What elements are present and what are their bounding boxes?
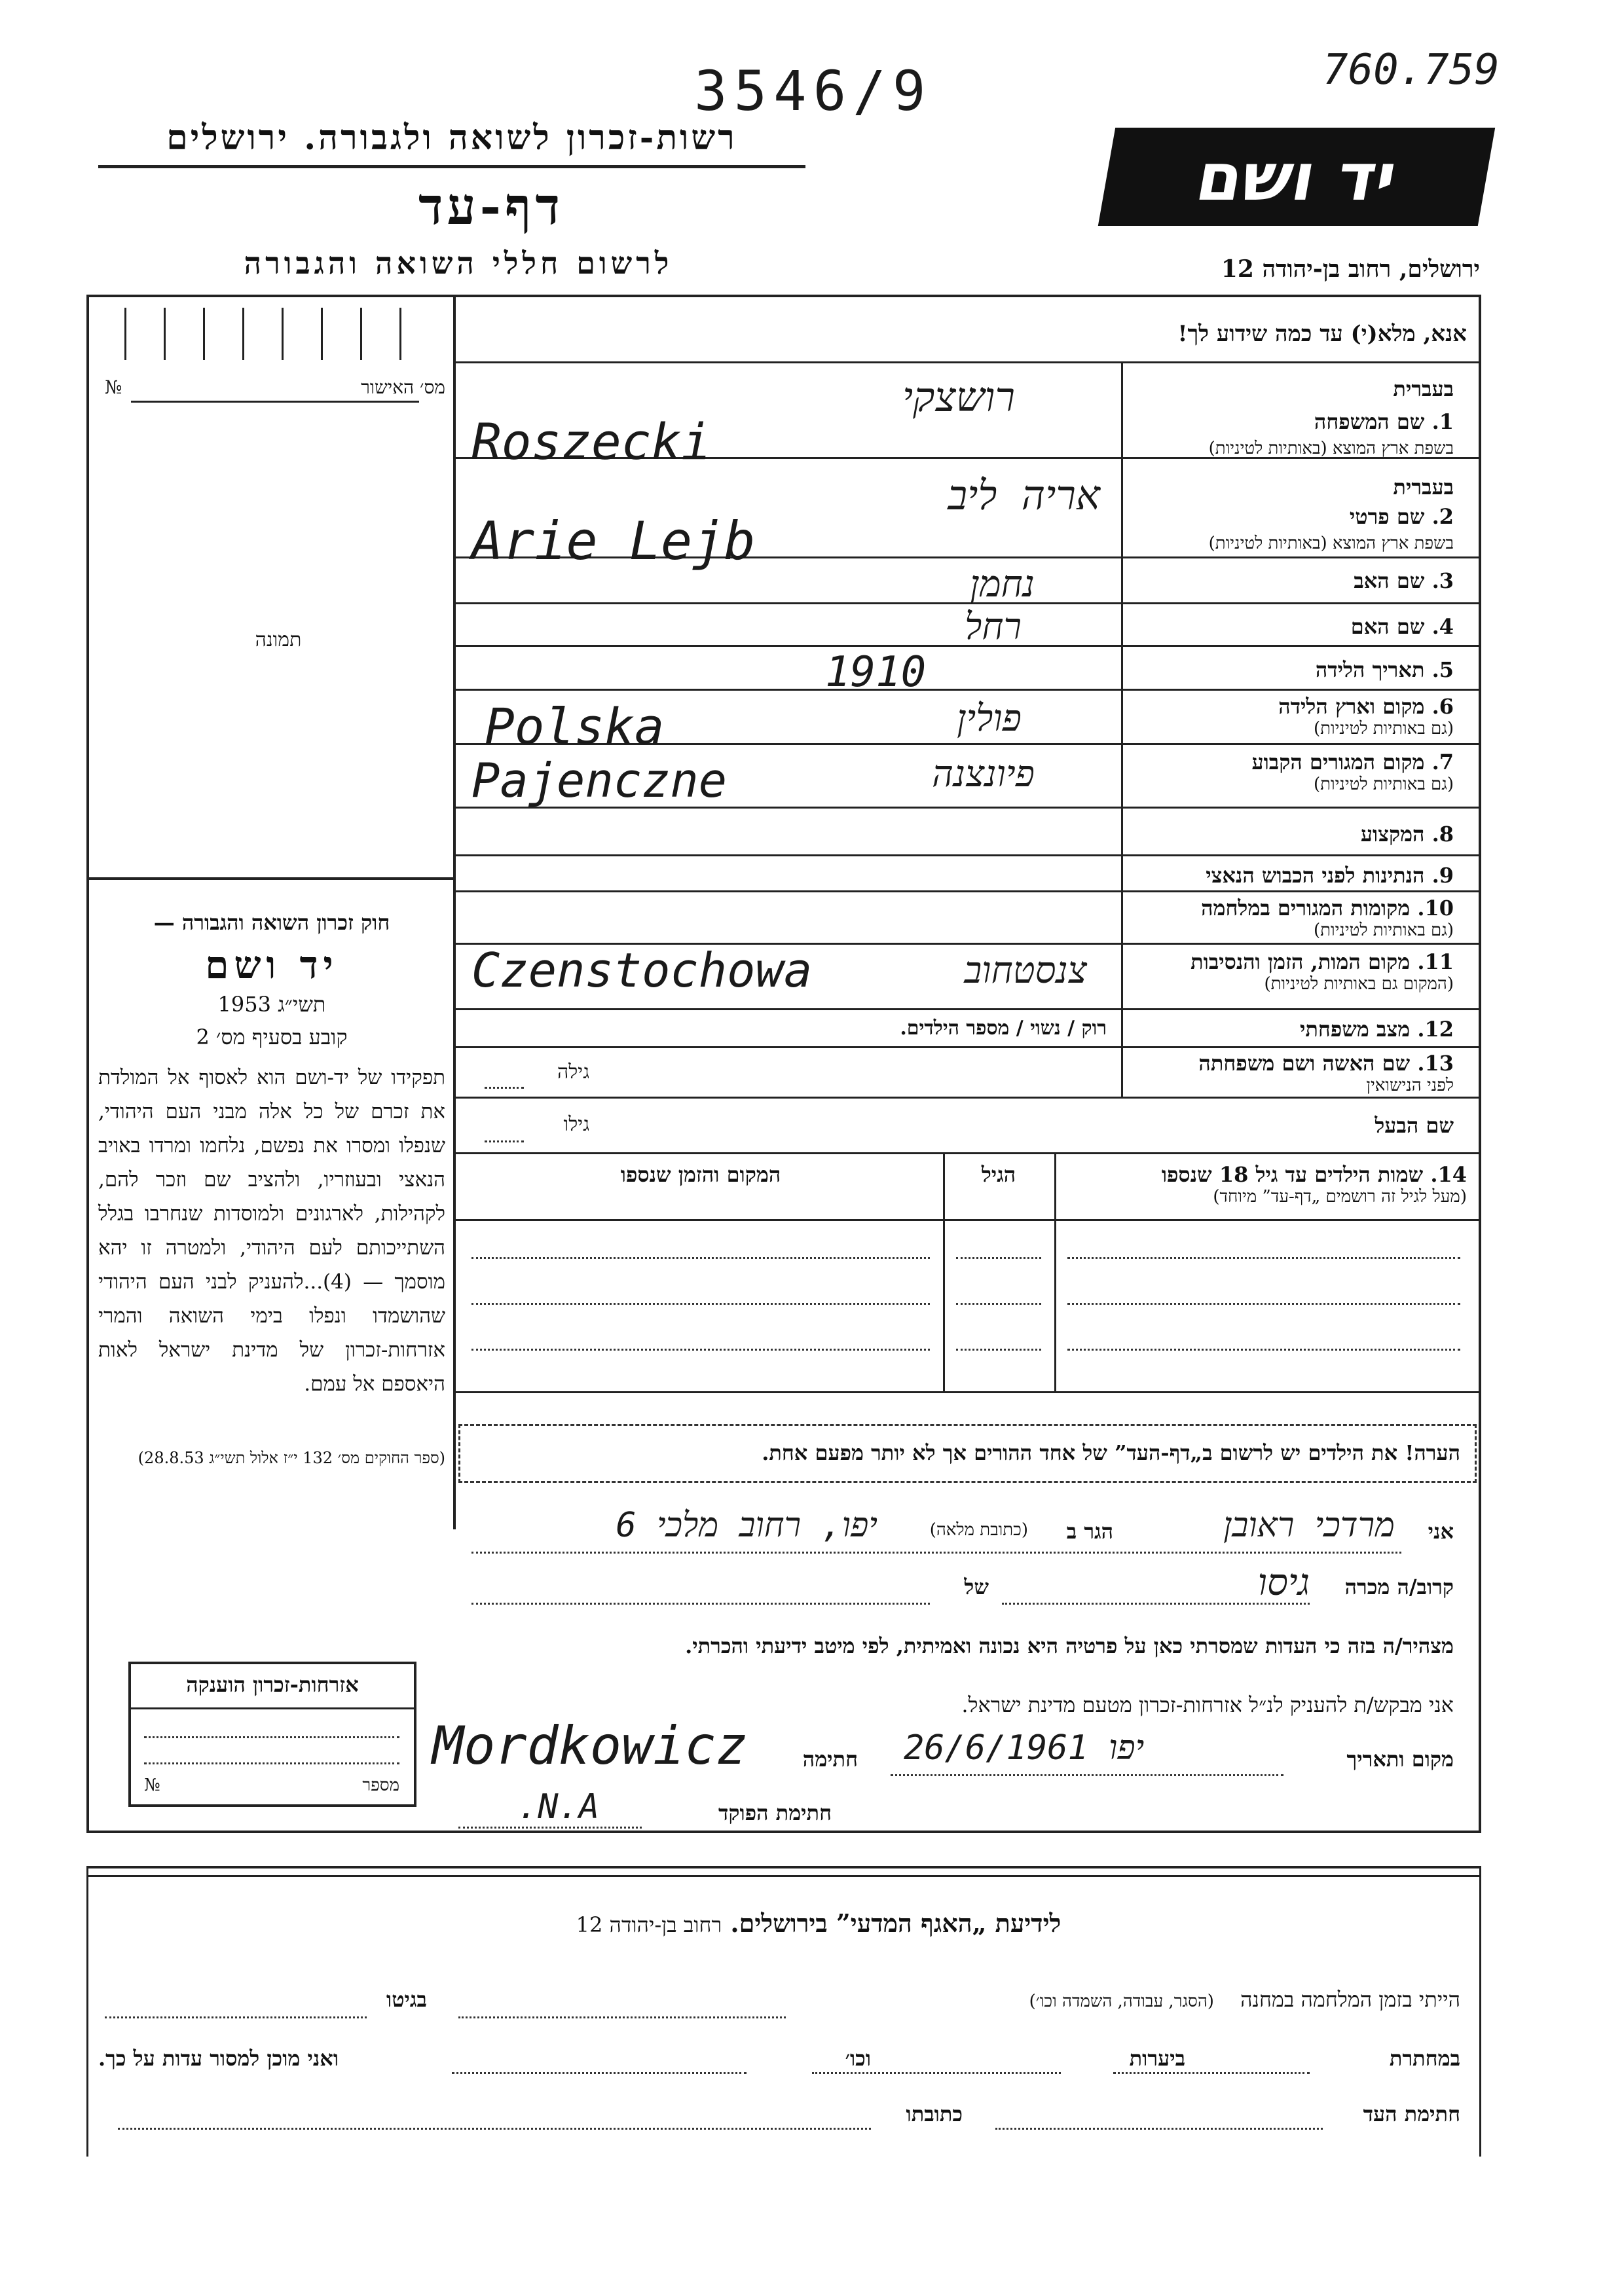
field-7-value-hebrew: פיונצנה: [932, 753, 1035, 795]
logo-text: יד ושם: [1190, 138, 1403, 215]
declarant-address-value: יפו, רחוב מלכי 6: [616, 1506, 877, 1545]
footer-line1-c: בגיטו: [386, 1987, 427, 2012]
field-7-num: 7.: [1431, 750, 1454, 774]
field-10-sub: (גם באותיות לטיניות): [1313, 920, 1454, 940]
field-7-name: מקום המגורים הקבוע: [1251, 750, 1425, 774]
field-6-value-latin: Polska: [485, 697, 665, 756]
footer-line1-a: הייתי בזמן המלחמה במחנה: [1240, 1987, 1460, 2012]
field-2-hebrew-tag: בעברית: [1393, 475, 1454, 500]
citizenship-box: [128, 1662, 416, 1807]
field-6-name: מקום וארץ הלידה: [1278, 694, 1425, 719]
field-5-value: 1910: [825, 648, 927, 697]
law-ref: (ספר החוקים מס׳ 132 י״ז אלול תשי״ג 28.8.53): [138, 1449, 445, 1467]
field-6-num: 6.: [1431, 694, 1454, 719]
footer-line2-b: ביערות: [1129, 2046, 1185, 2071]
field-8-label: [1126, 822, 1454, 847]
law-heading: חוק זכרון השואה והגבורה —: [153, 910, 390, 935]
field-7-sub: (גם באותיות לטיניות): [1313, 774, 1454, 794]
husband-extra: גילו: [563, 1113, 589, 1136]
children-heading-sub: (מעל לגיל זה רושמים „דף-עד” מיוחד): [1213, 1187, 1467, 1207]
field-8-num: 8.: [1431, 822, 1454, 847]
field-3-label: [1126, 568, 1454, 593]
husband-label: [1126, 1113, 1454, 1138]
field-11-value-latin: Czenstochowa: [471, 943, 813, 998]
photo-label: תמונה: [255, 629, 302, 651]
field-11-label: [1126, 949, 1454, 994]
field-3-value: נחמן: [970, 563, 1035, 606]
field-13-name: שם האשה ושם משפחתה: [1198, 1051, 1411, 1076]
field-10-num: 10.: [1417, 896, 1454, 920]
official-sign-label: חתימת הפוקד: [718, 1800, 832, 1825]
footer-line2-a: במחתרת: [1389, 2046, 1460, 2071]
children-place-col: המקום והזמן שנספו: [620, 1162, 781, 1187]
declarant-label: אני: [1428, 1519, 1454, 1544]
footer-heading-text: לידיעת „האגף המדעי” בירושלים.: [730, 1908, 1061, 1938]
note-text: הערה! את הילדים יש לרשום ב„דף-העד” של אחד ההורים אך לא יותר מפעם אחת.: [762, 1440, 1460, 1465]
footer-line3-a: חתימת העד: [1363, 2102, 1460, 2126]
field-11-name: מקום המות, הזמן והנסיבות: [1190, 949, 1411, 974]
field-10-name: מקומות המגורים במלחמה: [1201, 896, 1411, 920]
citizenship-no-label: מספר: [362, 1776, 399, 1795]
law-text: תפקידו של יד-ושם הוא לאסוף אל המולדת את זכרם של כל אלה מבני העם היהודי, שנפלו ומסרו את נפשם, נלחמו ומרדו באויב הנאצי ובעוזריו, ולהציב שם וזכר להם, לקהילות, לארגונים ולמוסדות שנחרבו בגלל השתייכותם לעם היהודי, ולמטרה זו יהא מוסמך — (4)...להעניק לבני העם היהודי שהושמדו ונפלו בימי השואה והמרי אזרחות-זכרון של מדינת ישראל לאות היאספם אל עמם.: [98, 1066, 445, 1396]
declaration-text: מצהיר/ה בזה כי העדות שמסרתי כאן על פרטיה היא נכונה ואמיתית, לפי מיטב ידיעתי והכרתי.: [685, 1633, 1454, 1658]
children-heading: [1061, 1162, 1467, 1207]
law-year: תשי״ג 1953: [217, 992, 326, 1017]
field-12-options: רוק / נשוי / מספר הילדים.: [900, 1017, 1107, 1040]
field-5-label: [1126, 657, 1454, 682]
field-5-name: תאריך הלידה: [1315, 657, 1425, 682]
cert-no-label-text: מס׳ האישור: [361, 376, 445, 398]
stamp-number: 3546/9: [694, 59, 932, 123]
husband-label-text: שם הבעל: [1375, 1113, 1454, 1138]
field-6-sub: (גם באותיות לטיניות): [1313, 719, 1454, 738]
children-heading-text: 14. שמות הילדים עד גיל 18 שנספו: [1161, 1162, 1467, 1187]
signature: Mordkowicz: [432, 1715, 748, 1776]
field-6-label: [1126, 694, 1454, 738]
signature-label: חתימה: [802, 1747, 858, 1772]
field-1-value-hebrew: רושצקי: [902, 373, 1015, 421]
field-8-name: המקצוע: [1360, 822, 1425, 847]
field-2-value-hebrew: אריה ליב: [948, 471, 1100, 519]
field-2-num: 2.: [1431, 504, 1454, 529]
footer-heading-address: רחוב בן-יהודה 12: [576, 1912, 722, 1937]
cert-no-sign: №: [105, 376, 122, 398]
field-2-value-latin: Arie Lejb: [471, 511, 756, 572]
citizenship-no-sign: №: [144, 1776, 160, 1795]
cert-no-label: [105, 376, 445, 399]
field-11-sub: (המקום גם באותיות לטיניות): [1264, 974, 1454, 994]
field-7-value-latin: Pajenczne: [471, 753, 728, 808]
footer-line3-b: כתובתו: [906, 2102, 963, 2126]
field-13-sub: לפני הנישואין: [1366, 1076, 1454, 1095]
field-7-label: [1126, 750, 1454, 794]
footer-line1-b: (הסגר, עבודה, השמדה וכו׳): [1029, 1992, 1214, 2011]
declarant-resides: הגר ב: [1066, 1519, 1113, 1544]
field-3-num: 3.: [1431, 568, 1454, 593]
field-1-value-latin: Roszecki: [471, 412, 712, 471]
field-11-num: 11.: [1417, 949, 1454, 974]
relation-value: גיסו: [1257, 1561, 1310, 1604]
footer-heading: [458, 1908, 1179, 1939]
field-13-extra: גילה: [557, 1061, 589, 1084]
corner-number: 760.759: [1323, 46, 1500, 94]
children-age-col: הגיל: [981, 1162, 1016, 1187]
field-13-label: [1126, 1051, 1454, 1095]
field-6-value-hebrew: פולין: [957, 697, 1022, 740]
field-2-sub: בשפת ארץ המוצא (באותיות לטיניות): [1208, 534, 1454, 553]
field-1-num: 1.: [1431, 409, 1454, 434]
field-2-name: שם פרטי: [1349, 504, 1425, 529]
field-5-num: 5.: [1431, 657, 1454, 682]
authority-title: רשות-זכרון לשואה ולגבורה. ירושלים: [166, 118, 737, 158]
field-12-label: [1126, 1017, 1454, 1042]
relation-of: של: [964, 1575, 989, 1599]
field-13-num: 13.: [1417, 1051, 1454, 1076]
footer-line2-c: וכו׳: [845, 2046, 871, 2071]
field-4-label: [1126, 614, 1454, 639]
page-subtitle: לרשום חללי השואה והגבורה: [244, 246, 673, 281]
yad-vashem-logo: [1098, 128, 1495, 226]
field-9-label: [1126, 863, 1454, 888]
footer-line-1: [98, 1987, 1460, 2012]
law-section: קובע בסעיף מס׳ 2: [196, 1025, 348, 1049]
field-11-value-hebrew: צנסטחוב: [964, 949, 1087, 992]
field-4-value: רחל: [965, 606, 1022, 648]
field-3-name: שם האב: [1354, 568, 1425, 593]
law-name: יד ושם: [205, 943, 339, 987]
field-1-name: שם המשפחה: [1314, 409, 1425, 434]
field-1-sub: בשפת ארץ המוצא (באותיות לטיניות): [1208, 439, 1454, 458]
field-10-label: [1126, 896, 1454, 940]
page-title: דף-עד: [418, 177, 564, 236]
field-12-name: מצב משפחתי: [1300, 1017, 1411, 1042]
declarant-value: מרדכי ראובן: [1223, 1506, 1395, 1545]
form-intro: אנא, מלא(י) עד כמה שידוע לך!: [1177, 321, 1467, 347]
field-4-num: 4.: [1431, 614, 1454, 639]
field-1-hebrew-tag: בעברית: [1393, 376, 1454, 401]
field-4-name: שם האם: [1350, 614, 1425, 639]
relation-label: קרוב/ה מכרה: [1344, 1575, 1454, 1599]
field-9-name: הנתינות לפני הכבוש הנאצי: [1206, 863, 1425, 888]
citizenship-no-row: [144, 1776, 399, 1795]
field-12-num: 12.: [1417, 1017, 1454, 1042]
request-text: אני מבקש/ת להעניק לנ״ל אזרחות-זכרון מטעם מדינת ישראל.: [961, 1692, 1454, 1717]
header-address: ירושלים, רחוב בן-יהודה 12: [1221, 255, 1480, 283]
declarant-address-label: (כתובת מלאה): [929, 1520, 1028, 1540]
place-date-label: מקום ותאריך: [1346, 1747, 1454, 1772]
official-sign-value: .N.A: [517, 1787, 600, 1827]
place-date-value: יפו 26/6/1961: [904, 1728, 1145, 1768]
footer-line2-d: ואני מוכן למסור עדות על כך.: [98, 2046, 339, 2071]
citizenship-box-title: אזרחות-זכרון הוענקה: [186, 1672, 359, 1697]
cert-tick-row: [98, 308, 445, 360]
field-9-num: 9.: [1431, 863, 1454, 888]
